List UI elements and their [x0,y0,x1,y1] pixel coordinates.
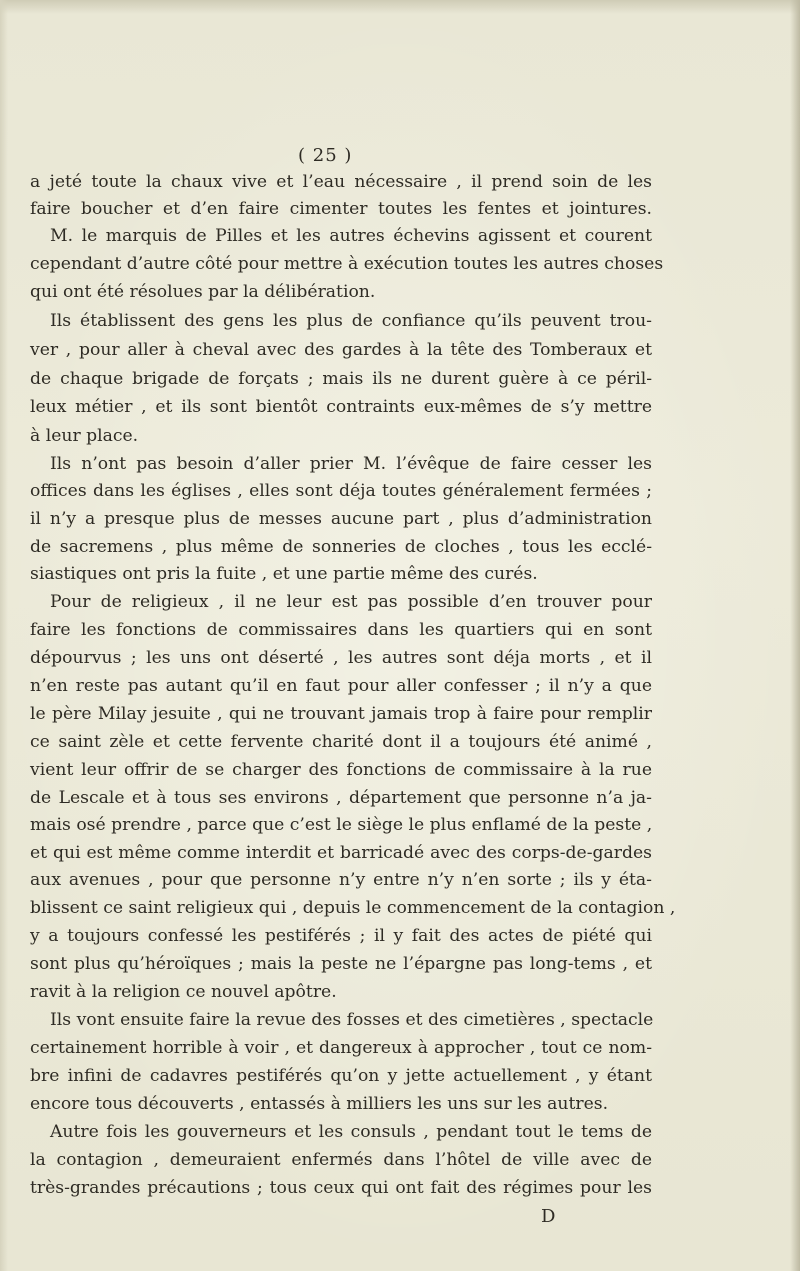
text-line: de chaque brigade de forçats ; mais ils ne durent guère à ce péril- [30,369,652,389]
text-line: faire les fonctions de commissaires dans les quartiers qui en sont [30,620,652,640]
text-line: qui ont été résolues par la délibération. [30,282,376,302]
text-line: a jeté toute la chaux vive et l’eau nécessaire , il prend soin de les [30,172,652,192]
text-line: siastiques ont pris la fuite , et une partie même des curés. [30,564,538,584]
page-number: ( 25 ) [298,145,353,166]
page-top-edge [0,0,800,14]
text-line: ver , pour aller à cheval avec des gardes à la tête des Tomberaux et [30,340,652,360]
text-line: vient leur offrir de se charger des fonctions de commissaire à la rue [30,760,652,780]
page-right-edge [790,0,800,1271]
text-line: ravit à la religion ce nouvel apôtre. [30,982,337,1002]
text-line: le père Milay jesuite , qui ne trouvant jamais trop à faire pour remplir [30,704,652,724]
text-line: bre infini de cadavres pestiférés qu’on y jette actuellement , y étant [30,1066,652,1086]
text-line: Ils n’ont pas besoin d’aller prier M. l’évêque de faire cesser les [50,454,652,474]
text-line: n’en reste pas autant qu’il en faut pour aller confesser ; il n’y a que [30,676,652,696]
text-line: il n’y a presque plus de messes aucune part , plus d’administration [30,509,652,529]
signature-mark: D [541,1206,556,1227]
text-line: encore tous découverts , entassés à milliers les uns sur les autres. [30,1094,609,1114]
text-line: sont plus qu’héroïques ; mais la peste ne l’épargne pas long-tems , et [30,954,652,974]
text-line: blissent ce saint religieux qui , depuis le commencement de la contagion , [30,898,676,918]
text-line: mais osé prendre , parce que c’est le siège le plus enflamé de la peste , [30,815,653,835]
text-line: aux avenues , pour que personne n’y entre n’y n’en sorte ; ils y éta- [30,870,652,890]
text-line: Ils vont ensuite faire la revue des fosses et des cimetières , spectacle [50,1010,654,1030]
text-line: leux métier , et ils sont bientôt contraints eux-mêmes de s’y mettre [30,397,652,417]
text-line: la contagion , demeuraient enfermés dans l’hôtel de ville avec de [30,1150,652,1170]
text-line: Pour de religieux , il ne leur est pas possible d’en trouver pour [50,592,652,612]
text-line: dépourvus ; les uns ont déserté , les autres sont déja morts , et il [30,648,652,668]
text-line: offices dans les églises , elles sont déja toutes généralement fermées ; [30,481,652,501]
text-line: certainement horrible à voir , et dangereux à approcher , tout ce nom- [30,1038,652,1058]
text-line: et qui est même comme interdit et barricadé avec des corps-de-gardes [30,843,652,863]
text-line: y a toujours confessé les pestiférés ; il y fait des actes de piété qui [30,926,652,946]
text-line: à leur place. [30,426,139,446]
text-line: très-grandes précautions ; tous ceux qui ont fait des régimes pour les [30,1178,652,1198]
text-line: faire boucher et d’en faire cimenter toutes les fentes et jointures. [30,199,652,219]
text-line: M. le marquis de Pilles et les autres échevins agissent et courent [50,226,652,246]
text-line: cependant d’autre côté pour mettre à exécution toutes les autres choses [30,254,664,274]
page-left-edge [0,0,8,1271]
text-line: Ils établissent des gens les plus de confiance qu’ils peuvent trou- [50,311,652,331]
text-line: ce saint zèle et cette fervente charité dont il a toujours été animé , [30,732,652,752]
text-line: de Lescale et à tous ses environs , département que personne n’a ja- [30,788,652,808]
text-line: de sacremens , plus même de sonneries de cloches , tous les ecclé- [30,537,652,557]
text-line: Autre fois les gouverneurs et les consuls , pendant tout le tems de [50,1122,652,1142]
